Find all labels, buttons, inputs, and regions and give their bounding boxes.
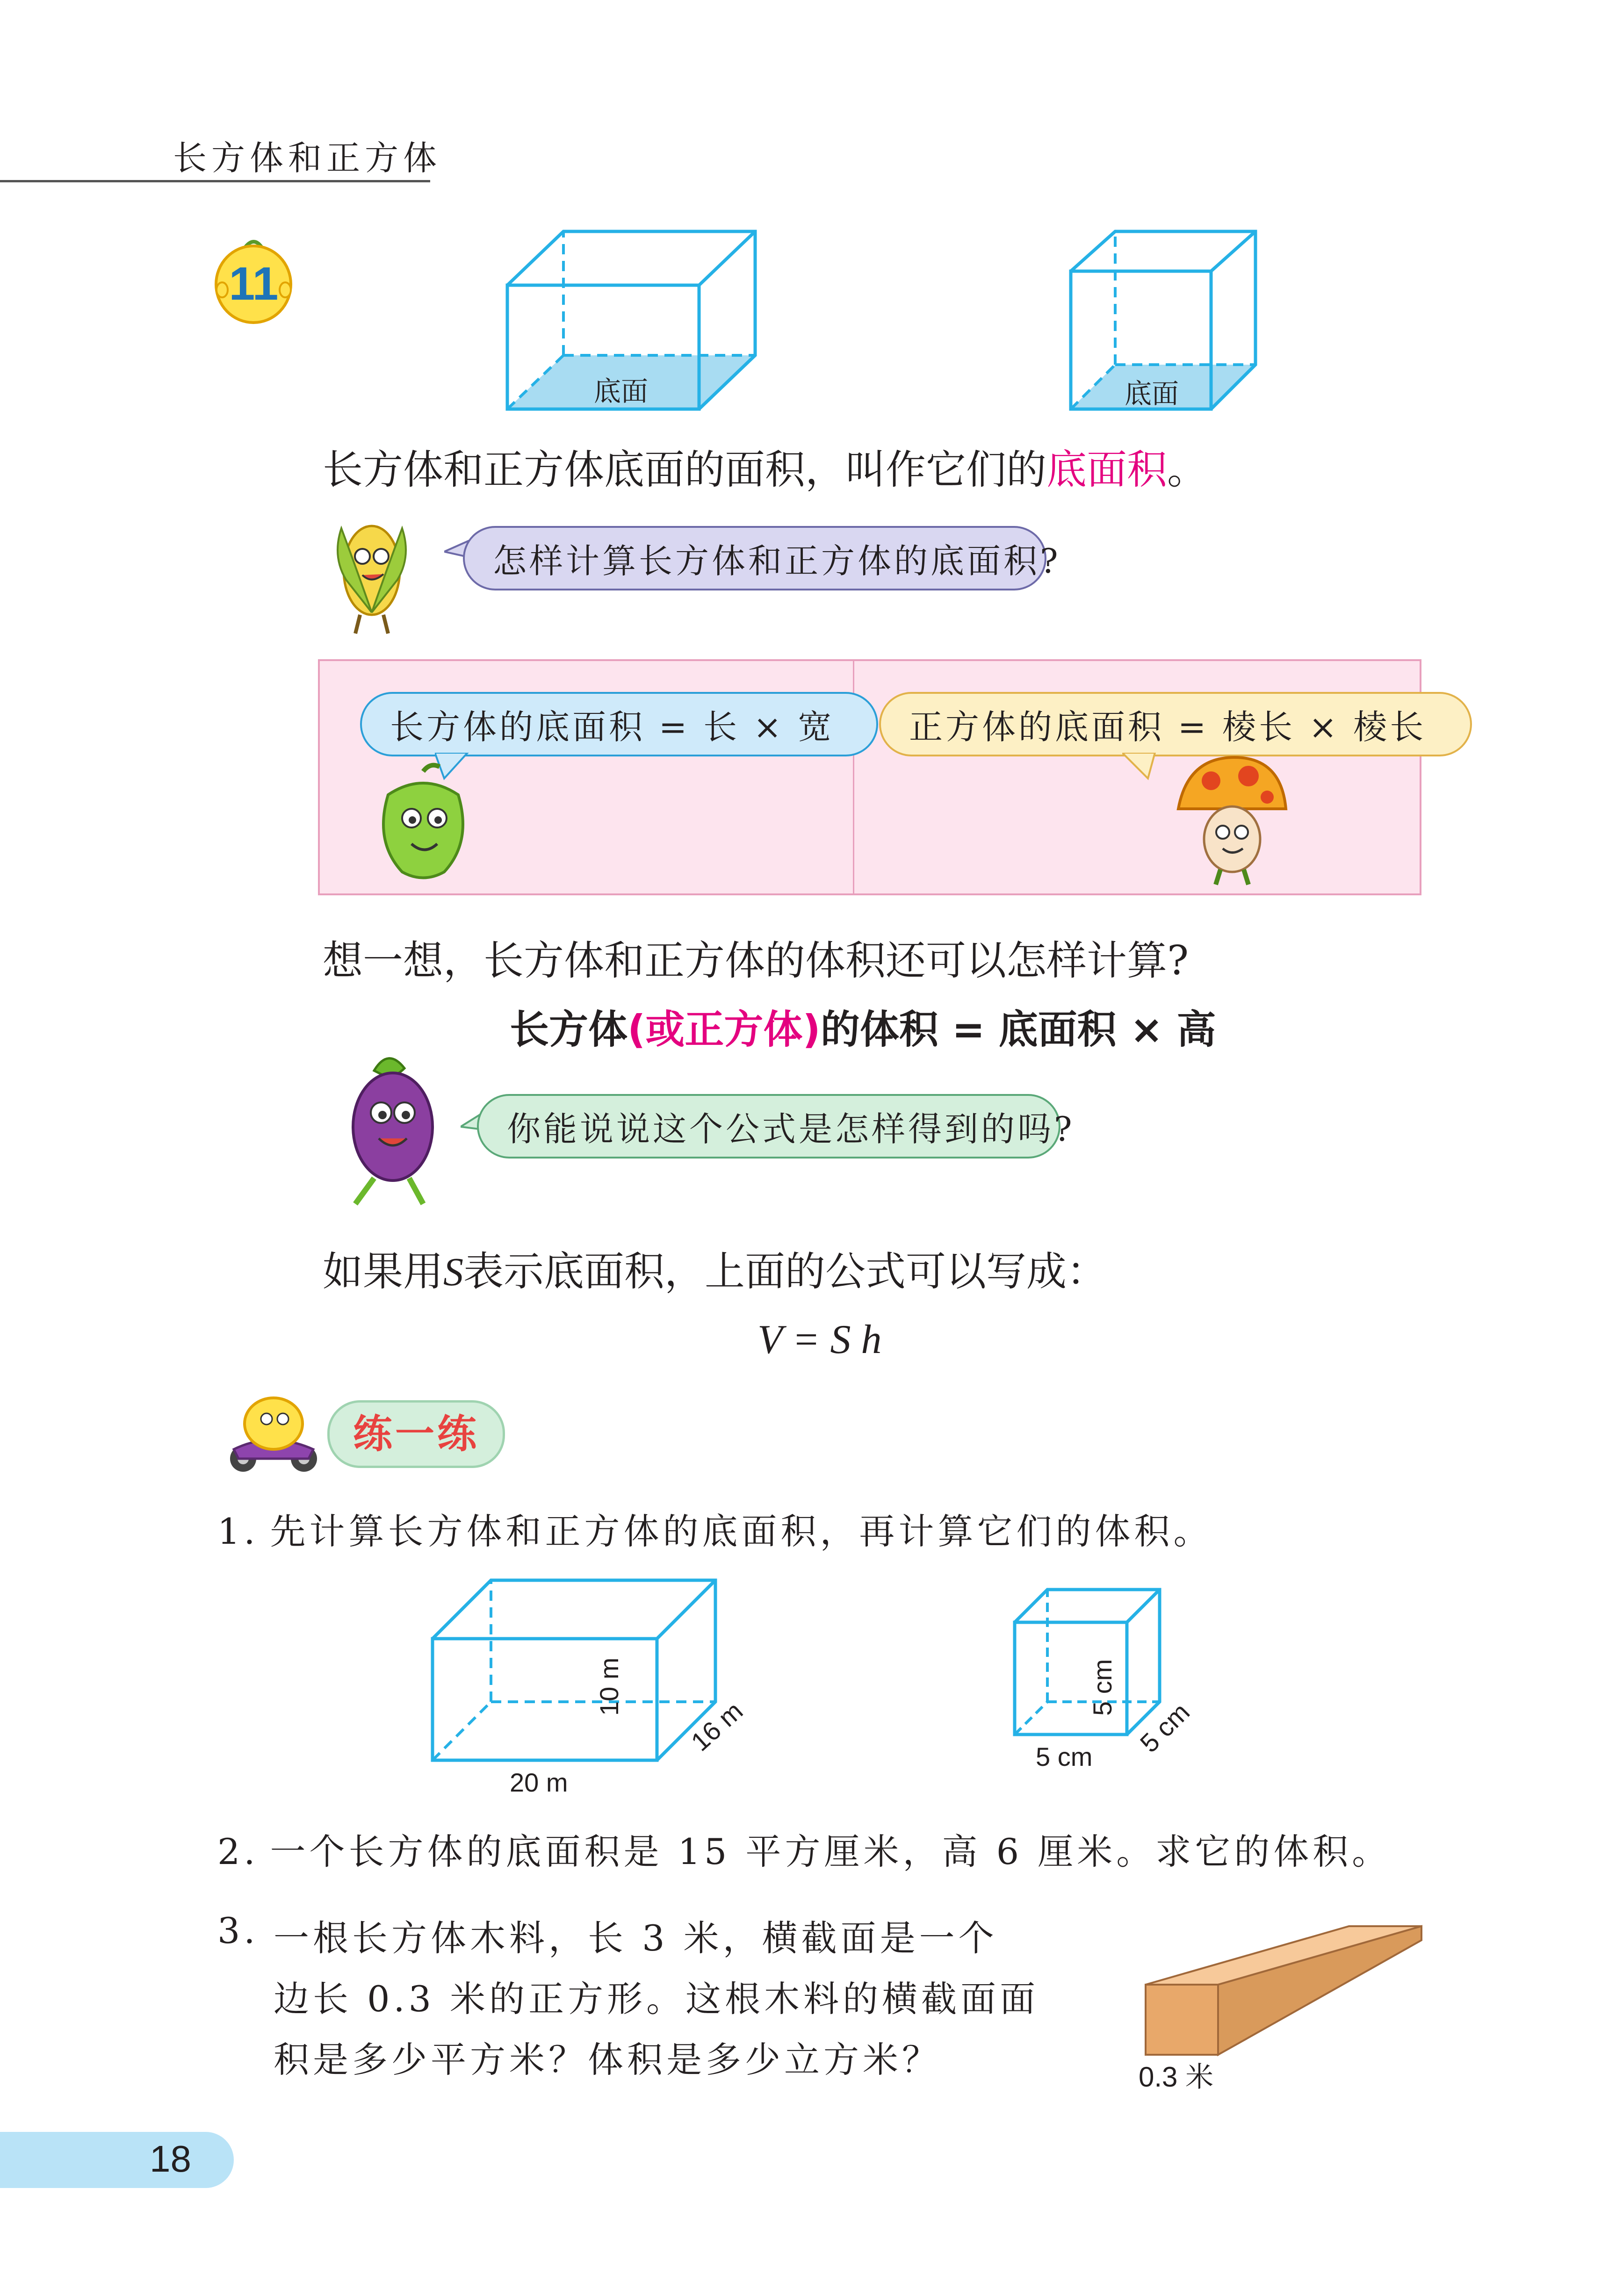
base-area-definition	[323, 437, 1207, 495]
cube-width-label: 5 cm	[1134, 1697, 1196, 1758]
example-number: 11	[229, 258, 279, 310]
s-sentence-before: 如果用	[323, 1248, 443, 1295]
definition-text: 长方体和正方体底面的面积，叫作它们的	[323, 446, 1046, 493]
derive-bubble: 你能说说这个公式是怎样得到的吗?	[477, 1094, 1060, 1159]
cuboid-base-formula: 长方体的底面积 = 长 × 宽	[360, 692, 878, 756]
example-badge	[213, 238, 295, 325]
think-question: 想一想，长方体和正方体的体积还可以怎样计算?	[323, 937, 1189, 984]
question-2-number: 2.	[217, 1831, 259, 1872]
wood-side-label: 0.3 米	[1139, 2061, 1214, 2093]
cube-height-label: 5 cm	[1088, 1659, 1117, 1716]
cube-length-label: 5 cm	[1036, 1742, 1093, 1771]
question-1-number: 1.	[217, 1511, 259, 1552]
mushroom-character-icon	[1169, 748, 1291, 888]
s-sentence	[323, 1239, 1107, 1297]
volume-formula	[510, 998, 1216, 1055]
practice-cuboid-figure	[421, 1576, 739, 1781]
practice-heading: 练一练	[327, 1400, 505, 1468]
volume-formula-cube: (或正方体)	[628, 1007, 821, 1052]
wood-beam-figure	[1141, 1912, 1431, 2062]
page-number-tab	[0, 2132, 234, 2188]
question-2	[217, 1823, 1391, 1874]
header-rule	[0, 180, 430, 182]
volume-formula-vsh: V = S h	[757, 1317, 882, 1362]
volume-formula-cuboid: 长方体	[510, 1007, 628, 1052]
s-variable: S	[443, 1249, 463, 1294]
question-2-text: 一个长方体的底面积是 15 平方厘米，高 6 厘米。求它的体积。	[270, 1831, 1392, 1872]
s-sentence-after: 表示底面积，上面的公式可以写成：	[463, 1248, 1107, 1295]
question-1-text: 先计算长方体和正方体的底面积，再计算它们的体积。	[270, 1511, 1213, 1552]
question-3-number: 3.	[217, 1910, 259, 1951]
volume-formula-rest: 的体积 = 底面积 × 高	[820, 1007, 1216, 1052]
cuboid-width-label: 16 m	[685, 1696, 749, 1757]
question-3-line-3: 积是多少平方米？体积是多少立方米？	[274, 2039, 941, 2080]
cube-base-formula: 正方体的底面积 = 棱长 × 棱长	[879, 692, 1472, 756]
question-3-line-1: 一根长方体木料，长 3 米，横截面是一个	[274, 1917, 998, 1959]
running-header: 长方体和正方体	[173, 138, 442, 178]
cuboid-height-label: 10 m	[594, 1657, 624, 1716]
corn-character-icon	[313, 500, 435, 641]
eggplant-character-icon	[323, 1047, 463, 1216]
cube-base-label: 底面	[1125, 378, 1179, 410]
question-1	[217, 1503, 1213, 1554]
question-3-line-2: 边长 0.3 米的正方形。这根木料的横截面面	[274, 1978, 1039, 2020]
page-number: 18	[150, 2138, 191, 2180]
cuboid-base-label: 底面	[594, 375, 649, 407]
definition-term: 底面积	[1046, 446, 1167, 493]
cube-bubble-tail	[1122, 753, 1160, 781]
pepper-character-icon	[360, 762, 486, 888]
cuboid-length-label: 20 m	[510, 1768, 568, 1797]
definition-end: 。	[1167, 446, 1207, 493]
lemon-motorbike-icon	[215, 1393, 332, 1473]
question-bubble: 怎样计算长方体和正方体的底面积?	[463, 526, 1046, 590]
